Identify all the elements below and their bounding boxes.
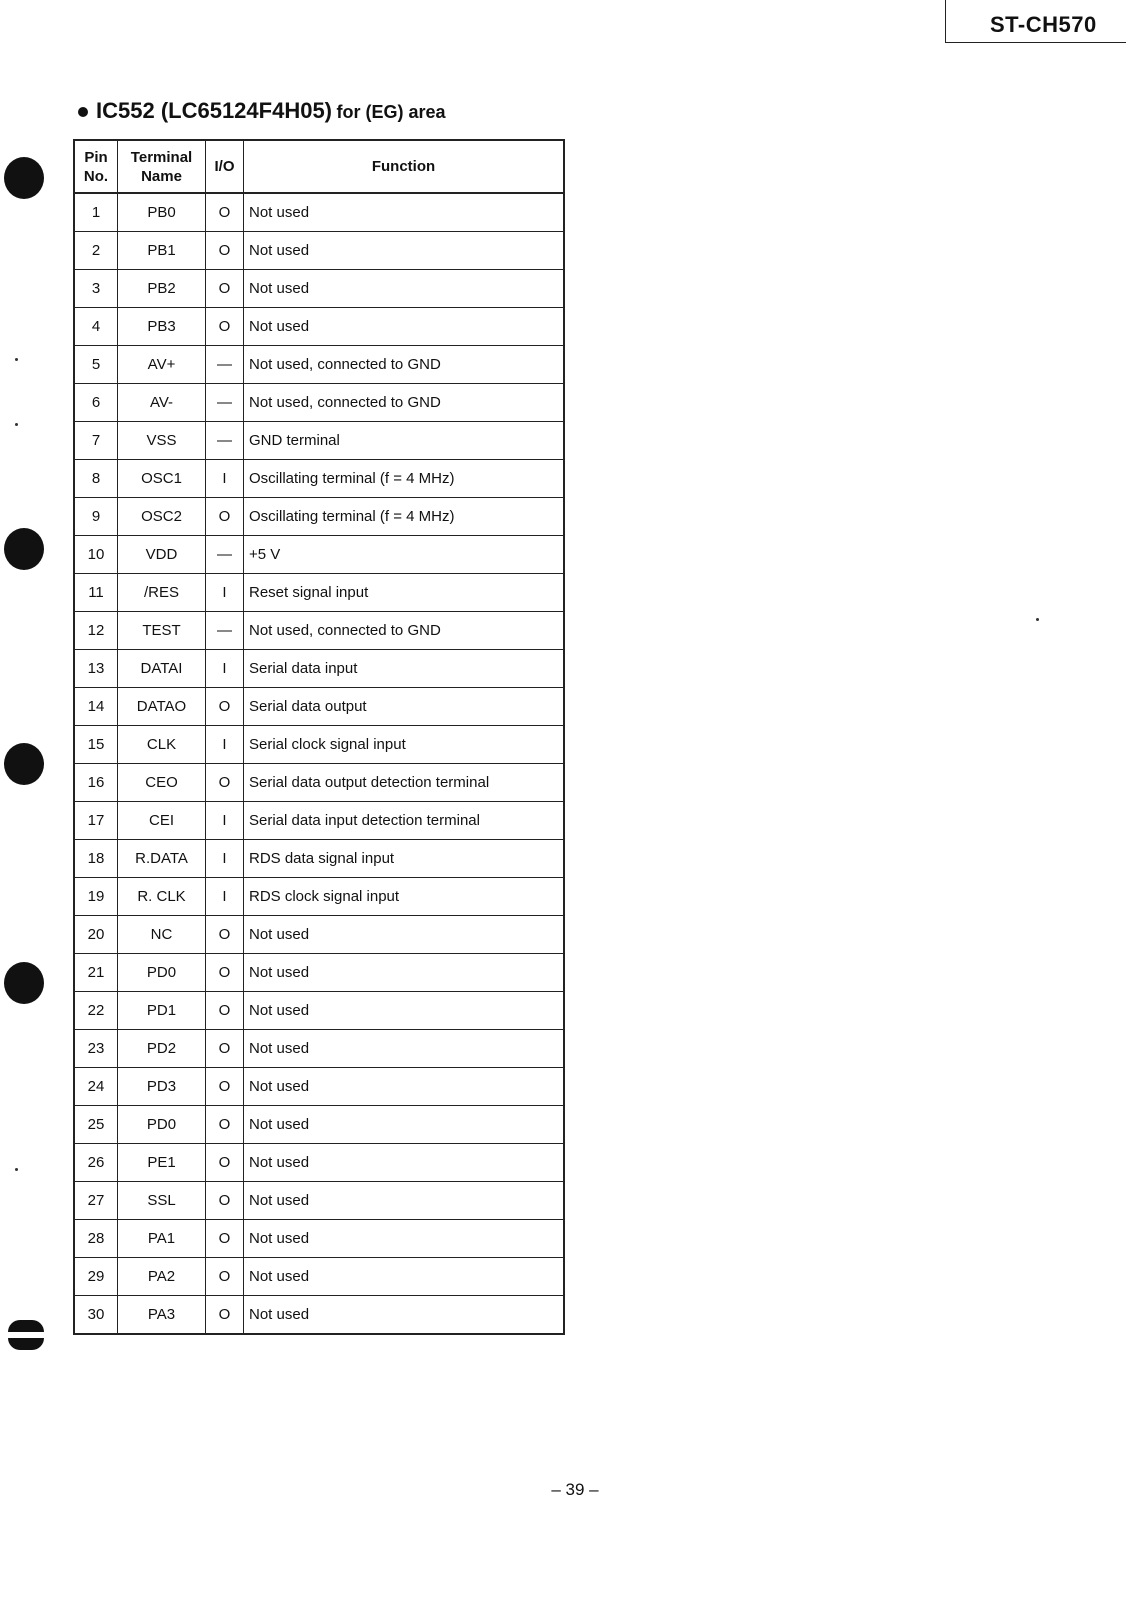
pin-number-cell: 1 bbox=[74, 193, 118, 232]
header-pin-line2: No. bbox=[83, 167, 109, 185]
table-row bbox=[74, 460, 564, 498]
io-cell: O bbox=[206, 954, 244, 992]
terminal-name-cell: PB1 bbox=[118, 232, 206, 270]
pin-number-cell: 15 bbox=[74, 726, 118, 764]
pin-number-cell: 18 bbox=[74, 840, 118, 878]
function-cell: Oscillating terminal (f = 4 MHz) bbox=[244, 460, 565, 498]
table-row bbox=[74, 1030, 564, 1068]
table-row bbox=[74, 308, 564, 346]
table-row bbox=[74, 1220, 564, 1258]
terminal-name-cell: TEST bbox=[118, 612, 206, 650]
scan-speck bbox=[1036, 618, 1039, 621]
header-name-line2: Name bbox=[141, 167, 182, 185]
terminal-name-cell: VSS bbox=[118, 422, 206, 460]
io-cell: O bbox=[206, 992, 244, 1030]
terminal-name-cell: PB0 bbox=[118, 193, 206, 232]
function-cell: Not used bbox=[244, 992, 565, 1030]
io-cell: — bbox=[206, 346, 244, 384]
io-cell: O bbox=[206, 1258, 244, 1296]
terminal-name-cell: DATAI bbox=[118, 650, 206, 688]
io-cell: — bbox=[206, 536, 244, 574]
table-row bbox=[74, 422, 564, 460]
terminal-name-cell: AV+ bbox=[118, 346, 206, 384]
function-cell: Not used bbox=[244, 1068, 565, 1106]
pin-number-cell: 2 bbox=[74, 232, 118, 270]
function-cell: Not used bbox=[244, 308, 565, 346]
table-row bbox=[74, 612, 564, 650]
function-cell: Serial data output detection terminal bbox=[244, 764, 565, 802]
table-row bbox=[74, 536, 564, 574]
terminal-name-cell: NC bbox=[118, 916, 206, 954]
pin-number-cell: 24 bbox=[74, 1068, 118, 1106]
io-cell: — bbox=[206, 612, 244, 650]
function-cell: Not used bbox=[244, 232, 565, 270]
function-cell: Not used bbox=[244, 916, 565, 954]
io-cell: O bbox=[206, 308, 244, 346]
table-row bbox=[74, 650, 564, 688]
section-title-suffix: for (EG) area bbox=[336, 102, 446, 122]
pin-function-table bbox=[73, 139, 565, 1335]
table-row bbox=[74, 1144, 564, 1182]
function-cell: Serial data input detection terminal bbox=[244, 802, 565, 840]
pin-number-cell: 23 bbox=[74, 1030, 118, 1068]
terminal-name-cell: PA3 bbox=[118, 1296, 206, 1335]
function-cell: Serial clock signal input bbox=[244, 726, 565, 764]
table-header-row bbox=[74, 140, 564, 193]
terminal-name-cell: PA1 bbox=[118, 1220, 206, 1258]
table-row bbox=[74, 1258, 564, 1296]
terminal-name-cell: VDD bbox=[118, 536, 206, 574]
table-row bbox=[74, 193, 564, 232]
table-row bbox=[74, 764, 564, 802]
binder-hole bbox=[4, 157, 44, 199]
pin-number-cell: 3 bbox=[74, 270, 118, 308]
pin-number-cell: 14 bbox=[74, 688, 118, 726]
header-pin-line1: Pin bbox=[84, 148, 108, 166]
function-cell: Serial data input bbox=[244, 650, 565, 688]
io-cell: O bbox=[206, 193, 244, 232]
table-row bbox=[74, 954, 564, 992]
io-cell: O bbox=[206, 270, 244, 308]
io-cell: I bbox=[206, 878, 244, 916]
io-cell: I bbox=[206, 650, 244, 688]
terminal-name-cell: PD0 bbox=[118, 954, 206, 992]
table-row bbox=[74, 1182, 564, 1220]
header-io: I/O bbox=[206, 140, 244, 193]
io-cell: I bbox=[206, 840, 244, 878]
pin-number-cell: 20 bbox=[74, 916, 118, 954]
table-row bbox=[74, 270, 564, 308]
io-cell: — bbox=[206, 422, 244, 460]
pin-number-cell: 7 bbox=[74, 422, 118, 460]
section-title bbox=[78, 98, 446, 124]
bullet-icon bbox=[78, 107, 88, 117]
io-cell: O bbox=[206, 1182, 244, 1220]
function-cell: Not used, connected to GND bbox=[244, 612, 565, 650]
io-cell: O bbox=[206, 1106, 244, 1144]
table-row bbox=[74, 840, 564, 878]
function-cell: +5 V bbox=[244, 536, 565, 574]
pin-number-cell: 12 bbox=[74, 612, 118, 650]
io-cell: O bbox=[206, 764, 244, 802]
table-row bbox=[74, 916, 564, 954]
pin-number-cell: 13 bbox=[74, 650, 118, 688]
terminal-name-cell: AV- bbox=[118, 384, 206, 422]
scan-speck bbox=[15, 1168, 18, 1171]
io-cell: I bbox=[206, 460, 244, 498]
section-title-main: IC552 (LC65124F4H05) bbox=[96, 98, 333, 123]
function-cell: RDS clock signal input bbox=[244, 878, 565, 916]
terminal-name-cell: PB3 bbox=[118, 308, 206, 346]
table-row bbox=[74, 992, 564, 1030]
function-cell: Not used bbox=[244, 193, 565, 232]
header-name-line1: Terminal bbox=[130, 148, 193, 166]
header-function: Function bbox=[244, 140, 565, 193]
pin-number-cell: 4 bbox=[74, 308, 118, 346]
function-cell: Not used bbox=[244, 954, 565, 992]
model-name: ST-CH570 bbox=[990, 12, 1097, 37]
function-cell: Not used bbox=[244, 1030, 565, 1068]
io-cell: O bbox=[206, 1220, 244, 1258]
pin-number-cell: 6 bbox=[74, 384, 118, 422]
pin-number-cell: 11 bbox=[74, 574, 118, 612]
function-cell: Not used bbox=[244, 1106, 565, 1144]
terminal-name-cell: CEI bbox=[118, 802, 206, 840]
function-cell: Not used, connected to GND bbox=[244, 346, 565, 384]
header-terminal-name bbox=[118, 140, 206, 193]
io-cell: O bbox=[206, 232, 244, 270]
terminal-name-cell: PD2 bbox=[118, 1030, 206, 1068]
function-cell: Not used bbox=[244, 1296, 565, 1335]
io-cell: O bbox=[206, 1144, 244, 1182]
pin-number-cell: 21 bbox=[74, 954, 118, 992]
binder-hole-bottom-half bbox=[8, 1338, 44, 1350]
pin-number-cell: 28 bbox=[74, 1220, 118, 1258]
io-cell: — bbox=[206, 384, 244, 422]
terminal-name-cell: OSC1 bbox=[118, 460, 206, 498]
binder-hole bbox=[4, 528, 44, 570]
terminal-name-cell: CEO bbox=[118, 764, 206, 802]
pin-number-cell: 8 bbox=[74, 460, 118, 498]
function-cell: Not used bbox=[244, 1258, 565, 1296]
binder-hole bbox=[4, 962, 44, 1004]
table-row bbox=[74, 346, 564, 384]
function-cell: Oscillating terminal (f = 4 MHz) bbox=[244, 498, 565, 536]
io-cell: O bbox=[206, 916, 244, 954]
pin-number-cell: 29 bbox=[74, 1258, 118, 1296]
table-row bbox=[74, 878, 564, 916]
table-row bbox=[74, 384, 564, 422]
function-cell: Not used bbox=[244, 270, 565, 308]
table-row bbox=[74, 688, 564, 726]
page-number: – 39 – bbox=[551, 1480, 599, 1499]
terminal-name-cell: R. CLK bbox=[118, 878, 206, 916]
terminal-name-cell: PD3 bbox=[118, 1068, 206, 1106]
terminal-name-cell: OSC2 bbox=[118, 498, 206, 536]
pin-number-cell: 25 bbox=[74, 1106, 118, 1144]
binder-hole-top-half bbox=[8, 1320, 44, 1332]
terminal-name-cell: PE1 bbox=[118, 1144, 206, 1182]
table-body bbox=[74, 193, 564, 1334]
pin-number-cell: 9 bbox=[74, 498, 118, 536]
header-pin-no bbox=[74, 140, 118, 193]
io-cell: O bbox=[206, 688, 244, 726]
pin-number-cell: 30 bbox=[74, 1296, 118, 1335]
terminal-name-cell: SSL bbox=[118, 1182, 206, 1220]
pin-number-cell: 16 bbox=[74, 764, 118, 802]
terminal-name-cell: DATAO bbox=[118, 688, 206, 726]
table-row bbox=[74, 1296, 564, 1335]
pin-number-cell: 19 bbox=[74, 878, 118, 916]
terminal-name-cell: CLK bbox=[118, 726, 206, 764]
binder-hole bbox=[4, 743, 44, 785]
function-cell: RDS data signal input bbox=[244, 840, 565, 878]
scan-speck bbox=[15, 423, 18, 426]
pin-number-cell: 22 bbox=[74, 992, 118, 1030]
terminal-name-cell: PD0 bbox=[118, 1106, 206, 1144]
terminal-name-cell: PA2 bbox=[118, 1258, 206, 1296]
terminal-name-cell: /RES bbox=[118, 574, 206, 612]
terminal-name-cell: R.DATA bbox=[118, 840, 206, 878]
pin-number-cell: 5 bbox=[74, 346, 118, 384]
function-cell: GND terminal bbox=[244, 422, 565, 460]
function-cell: Not used bbox=[244, 1144, 565, 1182]
pin-number-cell: 17 bbox=[74, 802, 118, 840]
io-cell: O bbox=[206, 1068, 244, 1106]
table-row bbox=[74, 498, 564, 536]
function-cell: Not used bbox=[244, 1220, 565, 1258]
pin-number-cell: 27 bbox=[74, 1182, 118, 1220]
table-row bbox=[74, 574, 564, 612]
table-row bbox=[74, 1068, 564, 1106]
scan-speck bbox=[15, 358, 18, 361]
io-cell: O bbox=[206, 1030, 244, 1068]
io-cell: O bbox=[206, 498, 244, 536]
table-row bbox=[74, 726, 564, 764]
io-cell: I bbox=[206, 574, 244, 612]
function-cell: Reset signal input bbox=[244, 574, 565, 612]
io-cell: O bbox=[206, 1296, 244, 1335]
table-row bbox=[74, 232, 564, 270]
terminal-name-cell: PB2 bbox=[118, 270, 206, 308]
table-row bbox=[74, 802, 564, 840]
io-cell: I bbox=[206, 726, 244, 764]
function-cell: Not used, connected to GND bbox=[244, 384, 565, 422]
pin-number-cell: 10 bbox=[74, 536, 118, 574]
pin-number-cell: 26 bbox=[74, 1144, 118, 1182]
function-cell: Not used bbox=[244, 1182, 565, 1220]
io-cell: I bbox=[206, 802, 244, 840]
table-row bbox=[74, 1106, 564, 1144]
function-cell: Serial data output bbox=[244, 688, 565, 726]
terminal-name-cell: PD1 bbox=[118, 992, 206, 1030]
